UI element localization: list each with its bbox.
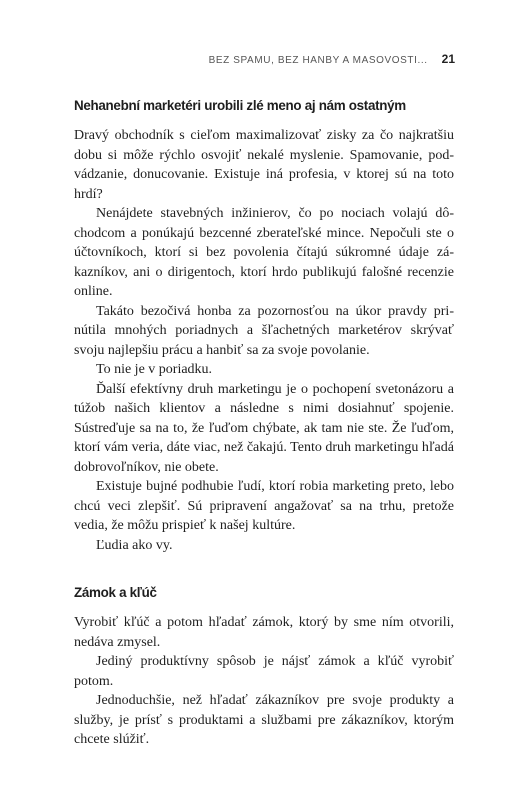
running-title: BEZ SPAMU, BEZ HANBY A MASOVOSTI...: [208, 55, 428, 66]
page-number: 21: [441, 52, 455, 66]
paragraph: Nenájdete stavebných inžinierov, čo po nociach volajú dôchodcom a ponúkajú bezcenné zberateľské mince. Nepočuli ste o účtovníkoch, ktorí si bez povolenia čítajú súkromné údaje zákazníkov, ani o dirigentoch, ktorí hrdo publikujú falošné recenzie online.: [74, 206, 454, 299]
paragraph: Existuje bujné podhubie ľudí, ktorí robia marketing preto, lebo chcú veci zlepšiť. Sú pripravení angažovať sa na trhu, pretože vedia, že môžu prispieť k našej kultúre.: [74, 479, 454, 533]
section-heading: Zámok a kľúč: [74, 585, 157, 600]
running-header: [209, 52, 455, 66]
paragraph: Jediný produktívny spôsob je nájsť zámok a kľúč vyrobiť potom.: [74, 654, 454, 689]
paragraph: Vyrobiť kľúč a potom hľadať zámok, ktorý by sme ním otvorili, nedáva zmysel.: [74, 615, 454, 650]
paragraph: Jednoduchšie, než hľadať zákazníkov pre svoje produkty a služby, je prísť s produktami a službami pre zákazníkov, ktorým chcete slúžiť.: [74, 693, 454, 747]
paragraph: Dravý obchodník s cieľom maximalizovať zisky za čo najkratšiu dobu si môže rýchlo osvojiť nekalé myslenie. Spamovanie, podvádzanie, donucovanie. Existuje iná profesia, v ktorej sú na toto hrdí?: [74, 128, 454, 202]
paragraph: To nie je v poriadku.: [96, 362, 213, 377]
paragraph: Ďalší efektívny druh marketingu je o pochopení svetonázoru a túžob našich klientov a následne s nimi dosiahnuť spojenie. Sústreďuje sa na to, že ľuďom chýbate, ak tam nie ste. Že ľuďom, ktorí vám veria, dáte viac, než čakajú. Tento druh marketingu hľadá dobrovoľníkov, nie obete.: [74, 381, 454, 475]
page-body: [74, 96, 454, 750]
paragraph: Takáto bezočivá honba za pozornosťou na úkor pravdy prinútila mnohých poriadnych a šľachetných marketérov skrývať svoju najlepšiu prácu a hanbiť sa za svoje povolanie.: [74, 303, 454, 358]
paragraph: Ľudia ako vy.: [96, 537, 173, 553]
section-heading: Nehanební marketéri urobili zlé meno aj nám ostatným: [74, 98, 406, 113]
